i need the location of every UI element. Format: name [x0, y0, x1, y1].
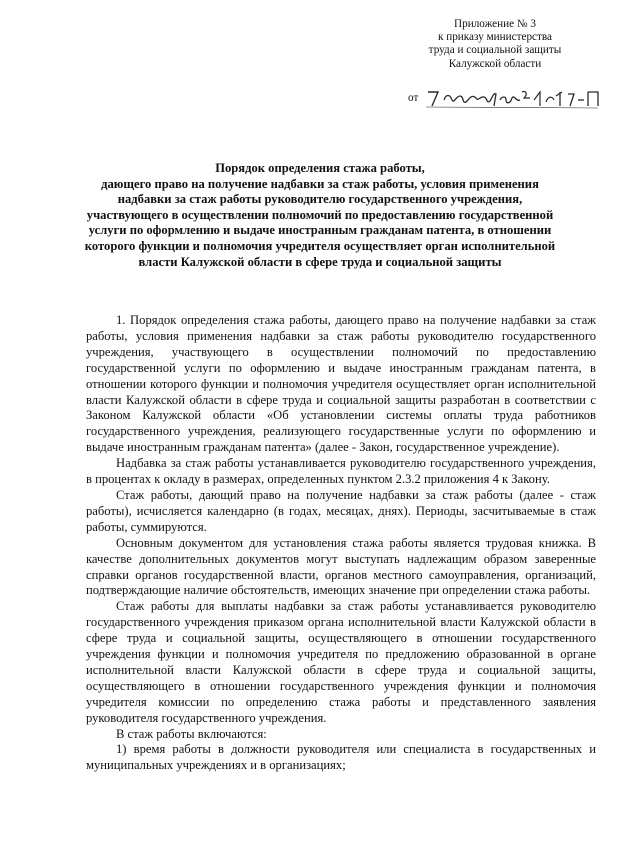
- title-line: Порядок определения стажа работы,: [215, 161, 425, 175]
- appendix-header: [400, 18, 590, 71]
- appendix-line: Приложение № 3: [454, 18, 536, 30]
- date-prefix: от: [408, 92, 419, 104]
- handwritten-date-number-icon: [422, 86, 602, 110]
- body-paragraph: В стаж работы включаются:: [116, 726, 267, 741]
- document-body: [86, 313, 596, 774]
- order-date-number: [408, 86, 608, 110]
- appendix-line: труда и социальной защиты: [428, 44, 562, 57]
- title-line: услуги по оформлению и выдаче иностранным гражданам патента, в отношении: [88, 223, 552, 238]
- title-line: надбавки за стаж работы руководителю государственного учреждения,: [117, 192, 523, 207]
- title-line: власти Калужской области в сфере труда и социальной защиты: [138, 254, 502, 269]
- appendix-line: к приказу министерства: [437, 31, 553, 44]
- title-line: которого функции и полномочия учредителя осуществляет орган исполнительной: [84, 238, 556, 253]
- body-paragraph: 1. Порядок определения стажа работы, дающего право на получение надбавки за стаж работы, условия применения надбавки за стаж работы руководителю государственного учреждения, участвующего в осуществлении полномочий по предоставлению государственной услуги по оформлению и выдаче иностранным гражданам патента, в отношении которого функции и полномочия учредителя осуществляет орган исполнительной власти Калужской области в сфере труда и социальной защиты разработан в соответствии с Законом Калужской области «Об установлении системы оплаты труда работников государственного учреждения, реализующего государственные услуги по оформлению и выдаче иностранным гражданам патента» (далее - Закон, государственное учреждение).: [86, 313, 596, 455]
- title-line: дающего право на получение надбавки за стаж работы, условия применения: [101, 176, 539, 191]
- body-paragraph: Основным документом для установления стажа работы является трудовая книжка. В качестве дополнительных документов могут выступать надлежащим образом заверенные справки органов государственной власти, органов местного самоуправления, организаций, подтверждающие наличие обстоятельств, имеющих значение при определении стажа работы.: [86, 535, 596, 598]
- body-paragraph: Надбавка за стаж работы устанавливается руководителю государственного учреждения, в процентах к окладу в размерах, определенных пунктом 2.3.2 приложения 4 к Закону.: [86, 456, 596, 487]
- body-paragraph: Стаж работы для выплаты надбавки за стаж работы устанавливается руководителю государственного учреждения приказом органа исполнительной власти Калужской области в сфере труда и социальной защиты, осуществляющего в отношении государственного учреждения функции и полномочия учредителя по предложению образованной в органе исполнительной власти Калужской области в сфере труда и социальной защиты, осуществляющего в отношении государственного учреждения функции и полномочия учредителя комиссии по определению стажа работы и представленного заявления руководителя государственного учреждения.: [86, 599, 596, 725]
- document-title: [40, 161, 600, 270]
- body-paragraph: 1) время работы в должности руководителя или специалиста в государственных и муниципальных учреждениях и в организациях;: [86, 742, 596, 773]
- title-line: участвующего в осуществлении полномочий по предоставлению государственной: [86, 207, 554, 222]
- appendix-line: Калужской области: [448, 57, 542, 70]
- body-paragraph: Стаж работы, дающий право на получение надбавки за стаж работы (далее - стаж работы), исчисляется календарно (в годах, месяцах, днях). Периоды, засчитываемые в стаж работы, суммируются.: [86, 487, 596, 534]
